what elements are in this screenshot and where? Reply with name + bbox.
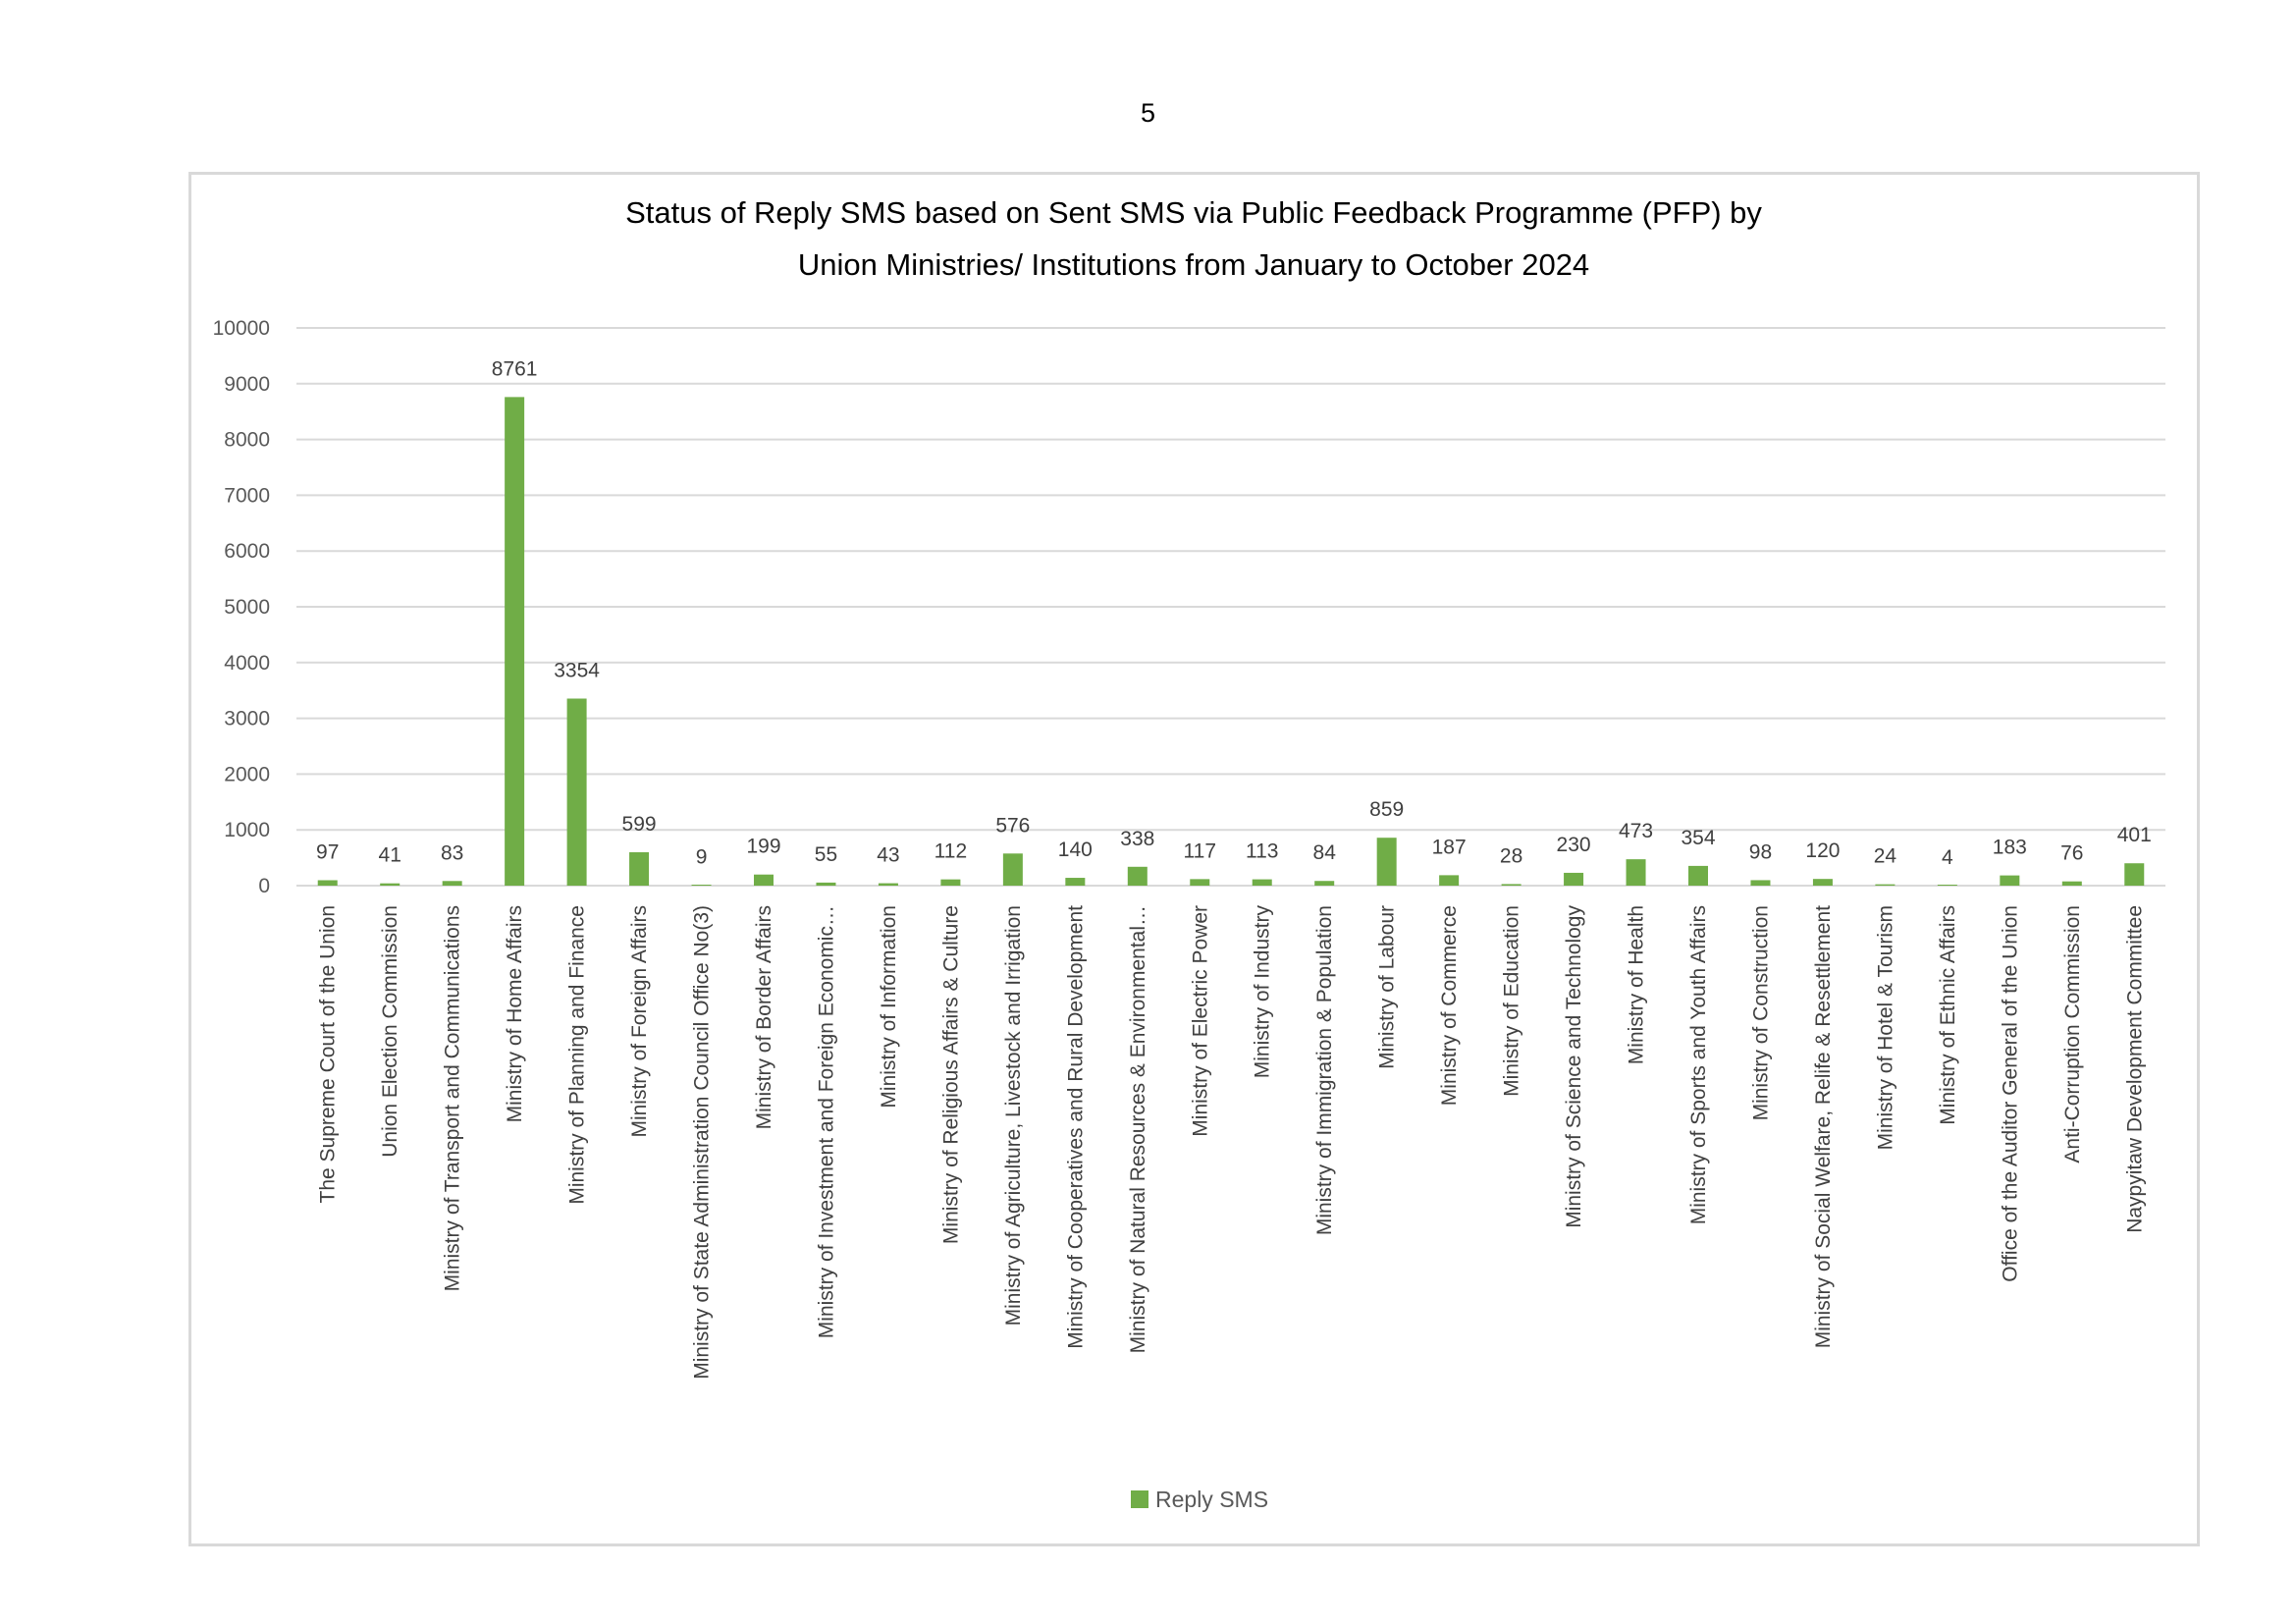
category-label: Ministry of Sports and Youth Affairs	[1687, 905, 1710, 1225]
chart-title	[625, 195, 1762, 282]
bar	[2124, 863, 2144, 886]
bar	[505, 397, 524, 886]
page-number: 5	[1140, 98, 1156, 128]
legend	[1131, 1487, 1268, 1512]
bar	[2000, 876, 2019, 886]
data-label: 230	[1556, 833, 1591, 856]
data-label: 97	[316, 840, 340, 864]
category-label: Ministry of Hotel & Tourism	[1874, 905, 1897, 1151]
bar	[567, 698, 587, 886]
bar	[816, 883, 835, 886]
bar	[380, 884, 400, 886]
bar	[1439, 875, 1459, 886]
data-label: 113	[1245, 839, 1279, 863]
category-label: Ministry of Industry	[1251, 905, 1274, 1079]
category-label: Ministry of Foreign Affairs	[628, 905, 652, 1138]
bar	[1627, 859, 1646, 886]
data-label: 599	[621, 812, 657, 836]
category-label: Ministry of Cooperatives and Rural Development	[1064, 904, 1088, 1349]
category-label: Ministry of Construction	[1749, 905, 1773, 1121]
data-label: 28	[1499, 844, 1523, 868]
legend-swatch	[1131, 1490, 1148, 1508]
data-label: 576	[995, 814, 1031, 838]
data-labels	[316, 357, 2152, 868]
data-label: 55	[814, 842, 838, 866]
category-label: Union Election Commission	[379, 905, 402, 1158]
category-label: Ministry of Transport and Communications	[441, 905, 464, 1292]
data-label: 84	[1312, 841, 1336, 865]
bar	[754, 875, 774, 886]
data-label: 473	[1619, 820, 1654, 843]
data-label: 83	[440, 841, 464, 865]
category-label: Ministry of Information	[877, 905, 900, 1109]
category-label: Naypyitaw Development Committee	[2123, 904, 2147, 1233]
category-label: Anti-Corruption Commission	[2060, 905, 2084, 1164]
data-label: 112	[934, 839, 968, 863]
data-label: 43	[877, 843, 900, 867]
y-tick-label: 7000	[224, 484, 270, 508]
category-label: Ministry of Agriculture, Livestock and Irrigation	[1001, 905, 1025, 1326]
category-label: Ministry of Immigration & Population	[1313, 905, 1337, 1236]
bar	[1003, 853, 1023, 886]
data-label: 187	[1431, 836, 1467, 859]
bar	[1128, 867, 1148, 886]
bar	[1502, 884, 1522, 886]
category-label: Ministry of Health	[1625, 905, 1648, 1065]
category-label: Ministry of Home Affairs	[504, 905, 527, 1123]
data-label: 117	[1183, 839, 1217, 863]
y-axis-ticks	[213, 317, 270, 897]
data-label: 140	[1057, 839, 1093, 862]
bar	[1190, 879, 1209, 886]
data-label: 98	[1748, 840, 1773, 864]
data-label: 183	[1992, 836, 2027, 859]
category-label: Ministry of Investment and Foreign Economic…	[815, 905, 838, 1339]
category-label: Ministry of Border Affairs	[753, 905, 775, 1130]
bar	[1938, 885, 1957, 886]
y-tick-label: 1000	[224, 819, 270, 842]
bar	[1750, 880, 1770, 886]
data-label: 41	[378, 843, 401, 867]
data-label: 24	[1873, 844, 1897, 868]
category-label: The Supreme Court of the Union	[316, 905, 340, 1204]
y-tick-label: 5000	[224, 596, 270, 619]
category-label: Ministry of Religious Affairs & Culture	[939, 905, 963, 1245]
category-label: Ministry of Labour	[1375, 905, 1399, 1069]
y-tick-label: 9000	[224, 372, 270, 396]
y-tick-label: 6000	[224, 540, 270, 564]
bar	[940, 880, 960, 886]
bar	[1065, 878, 1085, 886]
bar	[629, 852, 649, 886]
bars	[318, 397, 2145, 886]
y-tick-label: 2000	[224, 763, 270, 786]
category-label: Ministry of Science and Technology	[1563, 905, 1586, 1228]
data-label: 120	[1805, 839, 1841, 863]
bar	[2062, 882, 2082, 886]
data-label: 859	[1369, 798, 1405, 822]
category-label: Ministry of Natural Resources & Environmental…	[1126, 905, 1149, 1354]
y-tick-label: 3000	[224, 707, 270, 731]
y-tick-label: 4000	[224, 651, 270, 675]
data-label: 9	[695, 845, 708, 869]
data-label: 76	[2060, 841, 2084, 865]
bar	[1813, 879, 1833, 886]
bar	[443, 881, 462, 886]
y-tick-label: 8000	[224, 428, 270, 452]
data-label: 4	[1942, 845, 1953, 869]
bar	[1377, 838, 1397, 886]
category-label: Ministry of Commerce	[1438, 905, 1462, 1107]
data-label: 199	[746, 835, 781, 858]
bar-chart	[191, 175, 2197, 1543]
y-tick-label: 10000	[212, 317, 270, 340]
data-label: 338	[1120, 827, 1155, 850]
bar	[1314, 881, 1334, 886]
category-label: Ministry of Planning and Finance	[565, 905, 589, 1205]
chart-frame	[188, 172, 2200, 1546]
data-label: 401	[2116, 824, 2152, 847]
bar	[1564, 873, 1583, 886]
category-label: Ministry of Electric Power	[1189, 905, 1212, 1137]
bar	[1688, 866, 1708, 886]
data-label: 8761	[491, 357, 538, 381]
bar	[318, 880, 338, 886]
data-label: 3354	[554, 659, 600, 682]
category-label: Ministry of Ethnic Affairs	[1936, 905, 1959, 1125]
category-label: Ministry of Education	[1500, 905, 1523, 1097]
x-axis-categories	[317, 905, 2147, 1380]
category-label: Ministry of Social Welfare, Relife & Resettlement	[1811, 905, 1835, 1349]
y-tick-label: 0	[258, 875, 270, 897]
data-label: 354	[1681, 826, 1716, 849]
legend-label: Reply SMS	[1155, 1487, 1269, 1512]
category-label: Office of the Auditor General of the Union	[1999, 905, 2022, 1282]
category-label: Ministry of State Administration Council Office No(3)	[690, 905, 714, 1380]
chart-title-line: Status of Reply SMS based on Sent SMS via Public Feedback Programme (PFP) by	[625, 195, 1762, 230]
bar	[879, 884, 898, 886]
bar	[1875, 885, 1895, 886]
bar	[1253, 880, 1272, 886]
bar	[692, 885, 712, 886]
chart-title-line: Union Ministries/ Institutions from January to October 2024	[797, 247, 1590, 282]
